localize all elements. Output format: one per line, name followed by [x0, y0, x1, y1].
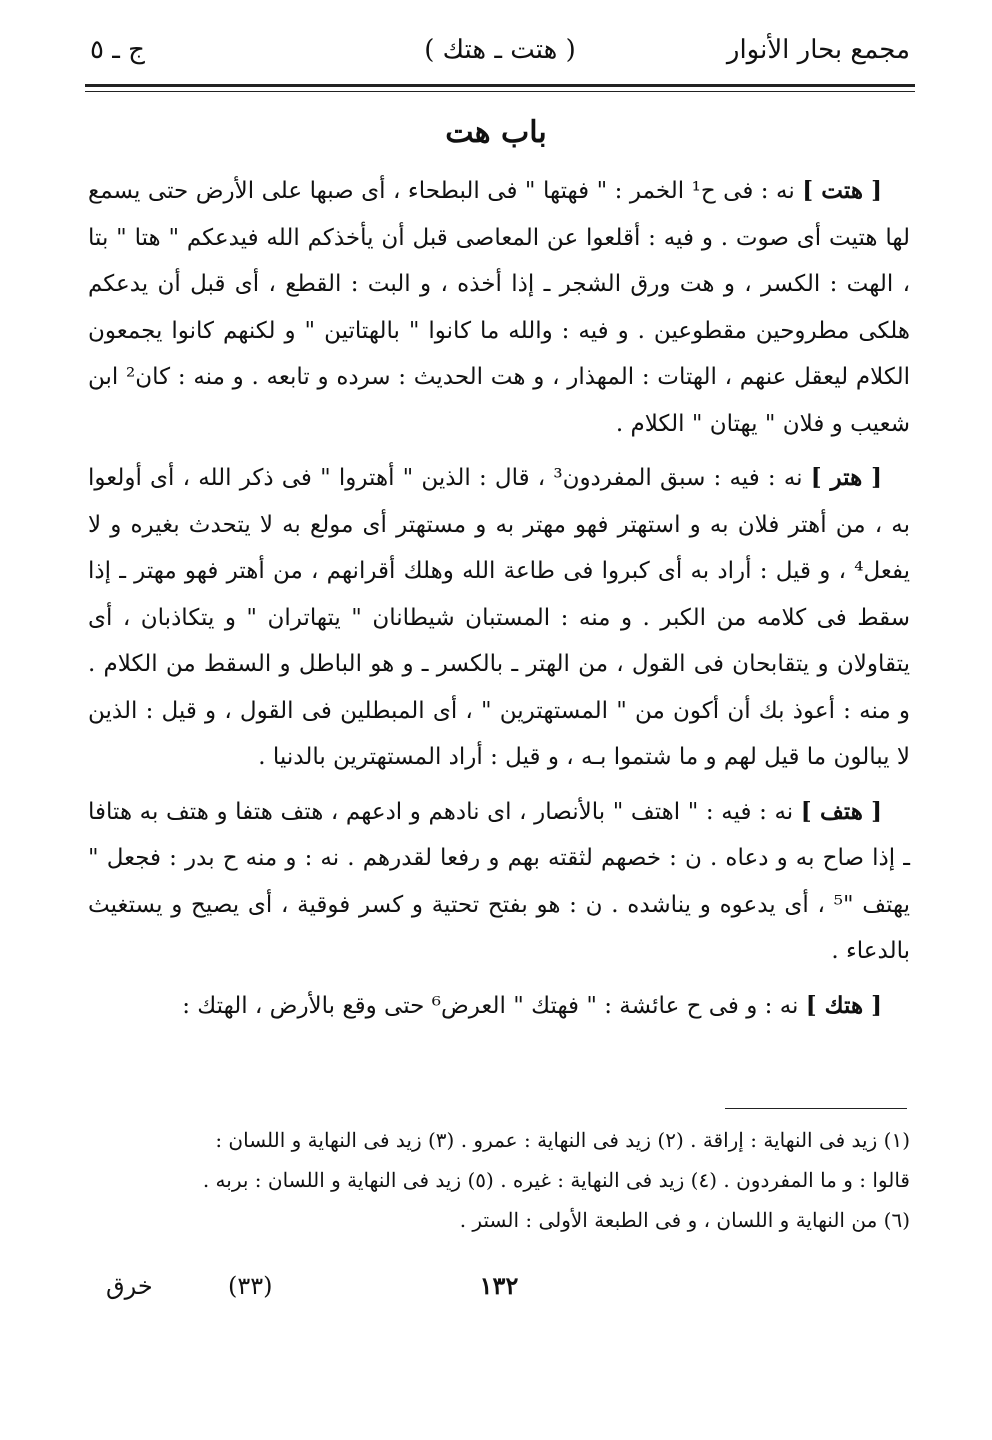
entry-text: نه : فيه : " اهتف " بالأنصار ، اى نادهم و ادعهم ، هتف هتفا و هتف به هتافا ـ إذا صاح به و دعاه . ن : خصهم لثقته بهم و رفعا لقدرهم . نه : و منه ح بدر : فجعل " يهتف "⁵ ، أى يدعوه و يناشده . ن : هو بفتح تحتية و كسر فوقية ، أى يصيح و يستغيث بالدعاء .: [88, 798, 910, 964]
catchword: خرق: [106, 1272, 153, 1300]
entry-headword: [ هتك ]: [805, 991, 882, 1019]
footnotes: [88, 1120, 910, 1240]
signature-mark: (٣٣): [228, 1272, 273, 1300]
entry-text: نه : و فى ح عائشة : " فهتك " العرض⁶ حتى وقع بالأرض ، الهتك :: [182, 992, 799, 1019]
entry-text: نه : فيه : سبق المفردون³ ، قال : الذين " أهتروا " فى ذكر الله ، أى أولعوا به ، من أهتر فلان به و استهتر فهو مهتر به و مستهتر أى مولع به لا يتحدث بغيره و لا يفعل⁴ ، و قيل : أراد به أى كبروا فى طاعة الله وهلك أقرانهم ، من أهتر فهو مهتر ـ إذا سقط فى كلامه من الكبر . و منه : المستبان شيطانان " يتهاتران " و يتكاذبان ، أى يتقاولان و يتقابحان فى القول ، من الهتر ـ بالكسر ـ و هو الباطل و السقط من الكلام . و منه : أعوذ بك أن أكون من " المستهترين " ، أى المبطلين فى القول ، و قيل : الذين لا يبالون ما قيل لهم و ما شتموا بـه ، و قيل : أراد المستهترين بالدنيا .: [88, 465, 910, 770]
footnote-rule: [725, 1108, 907, 1109]
page-number: ١٣٢: [479, 1271, 519, 1300]
entry-headword: [ هتر ]: [810, 464, 882, 491]
footnote-line: (٦) من النهاية و اللسان ، و فى الطبعة الأولى : الستر .: [459, 1208, 910, 1232]
entry-hatak: [88, 983, 910, 1030]
header-rule-thin: [85, 91, 915, 92]
entry-range: ( هتت ـ هتك ): [424, 35, 576, 65]
footnote-line: (١) زيد فى النهاية : إراقة . (٢) زيد فى النهاية : عمرو . (٣) زيد فى النهاية و اللسان :: [215, 1128, 910, 1152]
entry-hatr: [88, 455, 910, 781]
chapter-title: باب هت: [445, 115, 547, 150]
main-text: [88, 168, 910, 1037]
volume-number: ج ـ ٥: [90, 35, 145, 65]
header-rule-thick: [85, 84, 915, 87]
entry-hataf: [88, 789, 910, 975]
entry-text: نه : فى ح¹ الخمر : " فهتها " فى البطحاء ، أى صبها على الأرض حتى يسمع لها هتيت أى صوت . و فيه : أقلعوا عن المعاصى قبل أن يأخذكم الله فيدعكم " هتا " بتا ، الهت : الكسر ، و هت ورق الشجر ـ إذا أخذه ، و البت : القطع ، أى قبل أن يدعكم هلكى مطروحين مقطوعين . و فيه : والله ما كانوا " بالهتاتين " و لكنهم كانوا يجمعون الكلام ليعقل عنهم ، الهتات : المهذار ، و هت الحديث : سرده و تابعه . و منه : كان² ابن شعيب و فلان " يهتان " الكلام .: [88, 178, 911, 437]
entry-hatt: [88, 168, 910, 447]
entry-headword: [ هتت ]: [802, 177, 882, 204]
running-header: [90, 30, 910, 70]
book-title: مجمع بحار الأنوار: [726, 35, 910, 65]
footnote-line: قالوا : و ما المفردون . (٤) زيد فى النهاية : غيره . (٥) زيد فى النهاية و اللسان : بربه .: [202, 1168, 910, 1192]
entry-headword: [ هتف ]: [800, 797, 882, 825]
page-footer: [88, 1268, 910, 1304]
